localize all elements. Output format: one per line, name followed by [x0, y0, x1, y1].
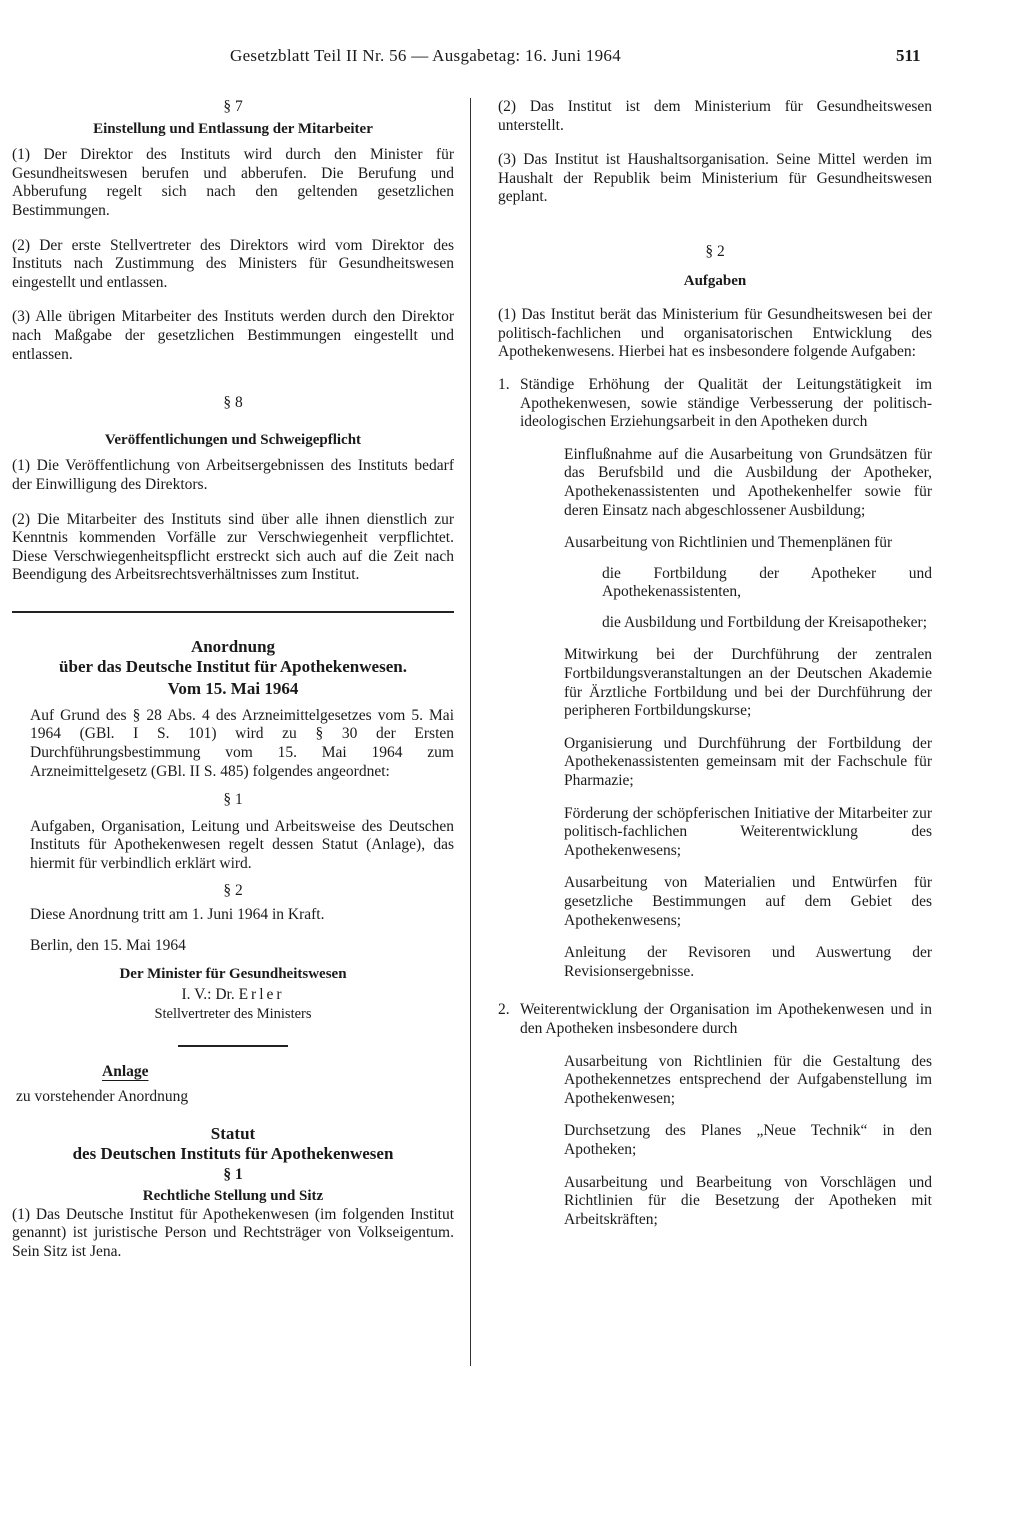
task-1-sub-b-2: die Ausbildung und Fortbildung der Kreisapotheker;	[602, 613, 928, 631]
anordnung-subtitle: über das Deutsche Institut für Apothekenwesen.	[59, 656, 407, 676]
task-item-1	[498, 376, 932, 432]
place-and-date: Berlin, den 15. Mai 1964	[30, 936, 186, 954]
statut-title: Statut	[210, 1124, 256, 1144]
statut-section-2-heading: Aufgaben	[683, 272, 747, 289]
statut-section-1-paragraph-2: (2) Das Institut ist dem Ministerium für Gesundheitswesen unterstellt.	[498, 98, 932, 134]
anordnung-title: Anordnung	[190, 636, 276, 656]
task-2-sub-b: Durchsetzung des Planes „Neue Technik“ in den Apotheken;	[564, 1122, 932, 1158]
anlage-subtitle: zu vorstehender Anordnung	[16, 1087, 189, 1105]
right-column	[498, 98, 932, 1229]
anlage-label: Anlage	[102, 1063, 149, 1081]
statut-section-1-heading: Rechtliche Stellung und Sitz	[142, 1187, 324, 1204]
section-8-paragraph-1: (1) Die Veröffentlichung von Arbeitsergebnissen des Instituts bedarf der Einwilligung des Direktors.	[12, 457, 454, 493]
column-divider	[470, 98, 471, 1366]
task-item-2-text: Weiterentwicklung der Organisation im Apothekenwesen und in den Apotheken insbesondere durch	[520, 1001, 932, 1037]
anordnung-section-2-label: § 2	[223, 881, 243, 899]
statut-section-1-paragraph-1: (1) Das Deutsche Institut für Apothekenwesen (im folgenden Institut genannt) ist juristische Person und Rechtsträger von Volkseigentum. Sein Sitz ist Jena.	[12, 1205, 454, 1260]
anordnung-date: Vom 15. Mai 1964	[167, 678, 299, 698]
statut-section-2-label: § 2	[705, 242, 725, 260]
task-1-sub-g: Anleitung der Revisoren und Auswertung der Revisionsergebnisse.	[564, 944, 932, 980]
statut-section-2-paragraph-1: (1) Das Institut berät das Ministerium für Gesundheitswesen bei der politisch-fachlichen und organisatorischen Entwicklung des Apothekenwesens. Hierbei hat es insbesondere folgende Aufgaben:	[498, 306, 932, 361]
section-8-paragraph-2: (2) Die Mitarbeiter des Instituts sind über alle ihnen dienstlich zur Kenntnis kommenden Vorfälle zur Verschwiegenheit verpflichtet. Diese Verschwiegenheitspflicht erstreckt sich auch auf die Zeit nach Beendigung des Arbeitsrechtsverhältnisses zum Institut.	[12, 510, 454, 584]
task-item-1-number: 1.	[498, 375, 510, 393]
signer-name: Erler	[238, 986, 285, 1003]
minister-title: Der Minister für Gesundheitswesen	[119, 966, 347, 983]
signature-line	[12, 986, 454, 1005]
task-1-sub-b-1: die Fortbildung der Apotheker und Apothekenassistenten,	[602, 564, 932, 601]
signer-role: Stellvertreter des Ministers	[154, 1005, 312, 1022]
section-7-heading: Einstellung und Entlassung der Mitarbeiter	[93, 120, 373, 137]
task-item-2	[498, 1001, 932, 1038]
signer-prefix: I. V.: Dr.	[181, 986, 235, 1003]
anordnung-preamble: Auf Grund des § 28 Abs. 4 des Arzneimittelgesetzes vom 5. Mai 1964 (GBl. I S. 101) wird zu § 30 der Ersten Durchführungsbestimmung vom 15. Mai 1964 zum Arzneimittelgesetz (GBl. II S. 485) folgendes angeordnet:	[30, 706, 454, 780]
task-item-1-text: Ständige Erhöhung der Qualität der Leitungstätigkeit im Apothekenwesen, sowie ständige Verbesserung der politisch-ideologischen Erziehungsarbeit in den Apotheken durch	[520, 375, 932, 431]
task-1-sub-f: Ausarbeitung von Materialien und Entwürfen für gesetzliche Bestimmungen auf dem Gebiet des Apothekenwesens;	[564, 874, 932, 929]
task-1-sub-c: Mitwirkung bei der Durchführung der zentralen Fortbildungsveranstaltungen an der Deutschen Akademie für Ärztliche Fortbildung und bei der Durchführung der peripheren Fortbildungskurse;	[564, 646, 932, 720]
section-7-paragraph-1: (1) Der Direktor des Instituts wird durch den Minister für Gesundheitswesen berufen und abberufen. Die Berufung und Abberufung regelt sich nach den geltenden gesetzlichen Bestimmungen.	[12, 146, 454, 219]
task-1-sub-e: Förderung der schöpferischen Initiative der Mitarbeiter zur politisch-fachlichen Weiterentwicklung des Apothekenwesens;	[564, 804, 932, 859]
task-2-sub-c: Ausarbeitung und Bearbeitung von Vorschlägen und Richtlinien für die Besetzung der Apotheken mit Arbeitskräften;	[564, 1173, 932, 1228]
task-1-sub-b: Ausarbeitung von Richtlinien und Themenplänen für	[564, 534, 893, 552]
short-rule	[178, 1045, 288, 1047]
header-title: Gesetzblatt Teil II Nr. 56 — Ausgabetag: 16. Juni 1964	[230, 46, 621, 65]
task-2-sub-a: Ausarbeitung von Richtlinien für die Gestaltung des Apothekennetzes entsprechend der Aufgabenstellung im Apothekenwesen;	[564, 1052, 932, 1107]
section-8-label: § 8	[223, 394, 243, 412]
task-1-sub-d: Organisierung und Durchführung der Fortbildung der Apothekenassistenten gemeinsam mit der Fachschule für Pharmazie;	[564, 734, 932, 790]
page-header	[0, 46, 1024, 76]
anordnung-section-1-label: § 1	[223, 791, 243, 809]
section-7-paragraph-3: (3) Alle übrigen Mitarbeiter des Instituts werden durch den Direktor nach Maßgabe der gesetzlichen Bestimmungen eingestellt und entlassen.	[12, 308, 454, 363]
statut-section-1-paragraph-3: (3) Das Institut ist Haushaltsorganisation. Seine Mittel werden im Haushalt der Republik beim Ministerium für Gesundheitswesen geplant.	[498, 151, 932, 206]
section-7-label: § 7	[223, 98, 243, 115]
left-column	[12, 98, 454, 1261]
section-7-paragraph-2: (2) Der erste Stellvertreter des Direktors wird vom Direktor des Instituts nach Zustimmung des Ministers für Gesundheitswesen eingestellt und entlassen.	[12, 236, 454, 291]
section-8-heading: Veröffentlichungen und Schweigepflicht	[104, 431, 362, 448]
anlage-heading	[12, 1063, 454, 1082]
separator-rule	[12, 611, 454, 613]
task-1-sub-a: Einflußnahme auf die Ausarbeitung von Grundsätzen für das Berufsbild und die Ausbildung der Apotheker, Apothekenassistenten und Apothekenhelfer sowie für deren Einsatz nach abgeschlossener Ausbildung;	[564, 445, 932, 519]
page-number: 511	[896, 46, 921, 65]
anordnung-section-2-text: Diese Anordnung tritt am 1. Juni 1964 in Kraft.	[30, 906, 325, 924]
statut-section-1-label: § 1	[223, 1166, 243, 1184]
statut-subtitle: des Deutschen Instituts für Apothekenwesen	[72, 1144, 394, 1164]
anordnung-section-1-text: Aufgaben, Organisation, Leitung und Arbeitsweise des Deutschen Instituts für Apothekenwesen regelt dessen Statut (Anlage), das hiermit für verbindlich erklärt wird.	[30, 817, 454, 873]
task-item-2-number: 2.	[498, 1001, 510, 1019]
